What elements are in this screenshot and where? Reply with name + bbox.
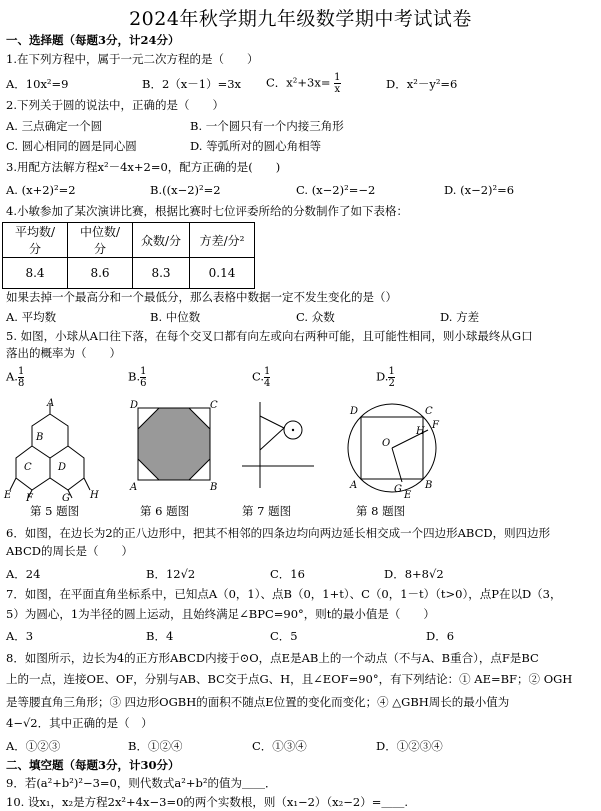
q7-option-b: B．4 [146, 629, 174, 643]
fig5-label-d: D [58, 462, 67, 473]
q2-option-a: A. 三点确定一个圆 [6, 119, 103, 133]
q1-option-d: D．x²－y²=6 [386, 77, 458, 91]
table-header-cell: 中位数/分 [68, 223, 133, 258]
figure-5-diagram [2, 398, 107, 502]
fig8-label-g: G [394, 484, 402, 495]
q3-option-a: A. (x+2)²=2 [6, 183, 76, 197]
table-header-cell: 方差/分² [190, 223, 255, 258]
q8-option-b: B．①②④ [128, 739, 183, 753]
fig8-label-d: D [350, 406, 359, 417]
fig5-label-f: F [26, 493, 33, 502]
fig8-label-e: E [404, 490, 412, 500]
fig8-label-o: O [382, 438, 391, 449]
q5-option-b: B. $\frac{1}{6}$ [128, 366, 147, 389]
q1-c-fraction: $\frac{1}{x}$ [334, 72, 341, 95]
fig5-label-g: G [62, 493, 70, 502]
q7-stem: 7．如图，在平面直角坐标系中，已知点A（0，1）、点B（0，1+t）、C（0，1－t）（t>0），点P在以D（3， [6, 587, 562, 601]
figure-6-diagram [128, 398, 218, 494]
q5-stem-2: 落出的概率为（ ） [6, 346, 121, 360]
q8-stem: 8．如图所示，边长为4的正方形ABCD内接于⊙O，点E是AB上的一个动点（不与A、B重合），点F是BC [6, 651, 539, 665]
q4-score-table [2, 222, 255, 289]
q1-option-c: C．x²+3x= $\frac{1}{x}$ [266, 72, 341, 95]
q1-stem: 1.在下列方程中，属于一元二次方程的是（ ） [6, 52, 259, 66]
table-cell: 8.4 [3, 258, 68, 289]
figure-7-caption: 第 7 题图 [242, 504, 292, 518]
table-cell: 8.6 [68, 258, 133, 289]
q8-option-c: C．①③④ [252, 739, 307, 753]
q4-stem-2: 如果去掉一个最高分和一个最低分，那么表格中数据一定不发生变化的是（） [6, 290, 397, 304]
q4-stem: 4.小敏参加了某次演讲比赛，根据比赛时七位评委所给的分数制作了如下表格： [6, 204, 408, 218]
fig5-label-c: C [24, 462, 32, 473]
table-cell: 8.3 [133, 258, 190, 289]
table-cell: 0.14 [190, 258, 255, 289]
fig5-label-a: A [47, 398, 55, 409]
q6-stem-2: ABCD的周长是（ ） [6, 544, 133, 558]
table-header-row [3, 223, 255, 258]
q7-option-a: A．3 [6, 629, 34, 643]
q6-option-a: A．24 [6, 567, 41, 581]
q8-stem-3: 是等腰直角三角形；③ 四边形OGBH的面积不随点E位置的变化而变化；④ △GBH周长的最小值为 [6, 695, 510, 709]
q10-stem: 10. 设x₁，x₂是方程2x²+4x−3=0的两个实数根，则（x₁−2）（x₂−2）=＿＿. [6, 795, 409, 809]
q1-option-b: B．2（x－1）=3x [142, 77, 242, 91]
q2-option-d: D. 等弧所对的圆心角相等 [190, 139, 322, 153]
figure-8-diagram [340, 396, 444, 500]
fig8-label-f: F [432, 420, 439, 431]
fig8-label-h: H [416, 426, 425, 437]
figure-6-caption: 第 6 题图 [140, 504, 190, 518]
q6-option-d: D．8+8√2 [384, 567, 444, 581]
q4-option-b: B. 中位数 [150, 310, 201, 324]
fig5-label-b: B [36, 432, 44, 443]
q4-option-a: A. 平均数 [6, 310, 57, 324]
table-header-cell: 众数/分 [133, 223, 190, 258]
q6-option-c: C．16 [270, 567, 305, 581]
exam-title: 2024年秋学期九年级数学期中考试试卷 [129, 8, 472, 30]
q8-option-a: A．①②③ [6, 739, 61, 753]
q7-option-c: C．5 [270, 629, 298, 643]
fig5-label-e: E [4, 490, 12, 501]
q4-option-d: D. 方差 [440, 310, 480, 324]
figure-8-caption: 第 8 题图 [356, 504, 406, 518]
figure-5-caption: 第 5 题图 [30, 504, 80, 518]
q3-stem: 3.用配方法解方程x²－4x+2=0，配方正确的是( ) [6, 160, 281, 174]
q5-option-d: D. $\frac{1}{2}$ [376, 366, 395, 389]
fig8-label-c: C [425, 406, 433, 417]
fig6-label-d: D [130, 400, 139, 411]
figure-7-diagram [238, 398, 318, 494]
q8-stem-4: 4−√2．其中正确的是（ ） [6, 716, 153, 730]
q7-stem-2: 5）为圆心，1为半径的圆上运动，且始终满足∠BPC=90°，则t的最小值是（ ） [6, 607, 435, 621]
q8-option-d: D．①②③④ [376, 739, 443, 753]
fig8-label-a: A [350, 480, 358, 491]
q4-option-c: C. 众数 [296, 310, 335, 324]
q5-option-c: C. $\frac{1}{4}$ [252, 366, 271, 389]
q5-option-a: A. $\frac{1}{8}$ [6, 366, 25, 389]
q6-stem: 6．如图，在边长为2的正八边形中，把其不相邻的四条边均向两边延长相交成一个四边形ABCD，则四边形 [6, 526, 551, 540]
q8-stem-2: 上的一点，连接OE、OF，分别与AB、BC交于点G、H，且∠EOF=90°，有下列结论：① AE=BF；② OGH [6, 672, 573, 686]
fig8-label-b: B [425, 480, 433, 491]
q2-stem: 2.下列关于圆的说法中，正确的是（ ） [6, 98, 224, 112]
q9-stem: 9．若(a²+b²)²−3=0，则代数式a²+b²的值为＿＿． [6, 776, 277, 790]
q5-stem: 5. 如图，小球从A口往下落，在每个交叉口都有向左或向右两种可能，且可能性相同，则小球最终从G口 [6, 329, 533, 343]
fig6-label-b: B [210, 482, 218, 493]
q2-option-b: B. 一个圆只有一个内接三角形 [190, 119, 344, 133]
fig5-label-h: H [90, 490, 99, 501]
q3-option-c: C. (x−2)²=−2 [296, 183, 376, 197]
section-1-heading: 一、选择题（每题3分，计24分） [6, 33, 180, 47]
q3-option-d: D. (x−2)²=6 [444, 183, 515, 197]
q1-option-a: A．10x²=9 [6, 77, 69, 91]
q6-option-b: B．12√2 [146, 567, 196, 581]
fig6-label-a: A [130, 482, 138, 493]
table-header-cell: 平均数/分 [3, 223, 68, 258]
table-row [3, 258, 255, 289]
section-2-heading: 二、填空题（每题3分，计30分） [6, 758, 180, 772]
fig6-label-c: C [210, 400, 218, 411]
q3-option-b: B.((x−2)²=2 [150, 183, 221, 197]
q7-option-d: D．6 [426, 629, 455, 643]
q2-option-c: C. 圆心相同的圆是同心圆 [6, 139, 137, 153]
